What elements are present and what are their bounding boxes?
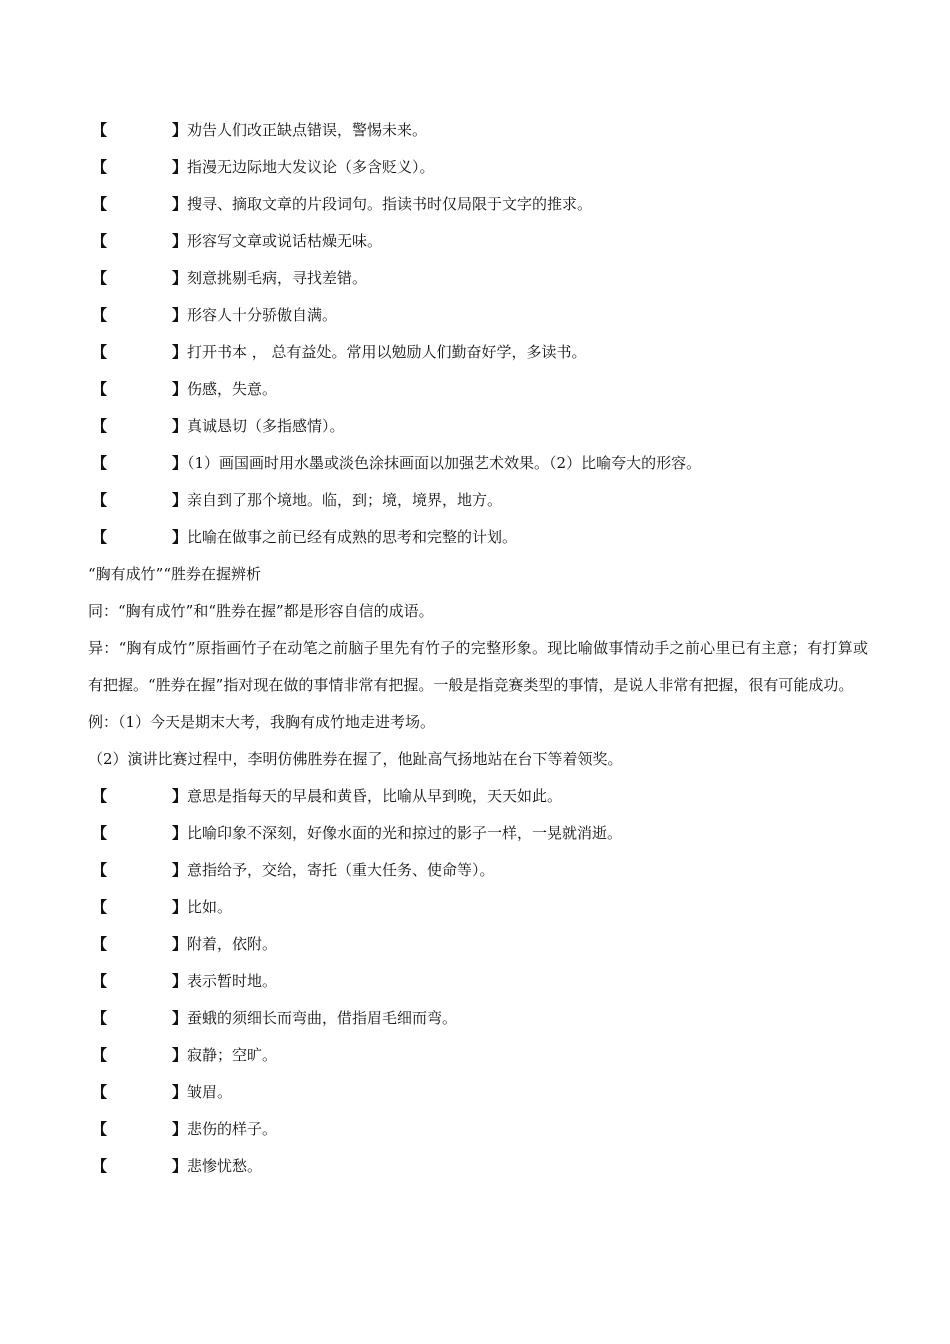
definition-text: 皱眉。 <box>187 1083 233 1101</box>
definition-entry <box>88 297 868 334</box>
blank-close-bracket: 】 <box>172 824 188 842</box>
blank-open-bracket: 【 <box>92 898 108 916</box>
definition-text: 形容人十分骄傲自满。 <box>187 306 338 324</box>
definition-entry <box>88 1148 868 1185</box>
definition-text: 比喻在做事之前已经有成熟的思考和完整的计划。 <box>187 528 518 546</box>
definition-entry <box>88 1111 868 1148</box>
blank-close-bracket: 】 <box>172 232 188 250</box>
blank-open-bracket: 【 <box>92 232 108 250</box>
definition-text: 意指给予，交给，寄托（重大任务、使命等）。 <box>187 861 495 879</box>
definition-entry <box>88 445 868 482</box>
blank-close-bracket: 】 <box>172 935 188 953</box>
analysis-example-1: 例：（1）今天是期末大考，我胸有成竹地走进考场。 <box>88 713 436 731</box>
blank-close-bracket: 】 <box>172 306 188 324</box>
blank-open-bracket: 【 <box>92 787 108 805</box>
definition-entry <box>88 889 868 926</box>
definition-text: 附着，依附。 <box>187 935 278 953</box>
definition-entry <box>88 963 868 1000</box>
definition-text: 指漫无边际地大发议论（多含贬义）。 <box>187 158 435 176</box>
definition-entry <box>88 852 868 889</box>
blank-close-bracket: 】 <box>172 195 188 213</box>
definition-text: 劝告人们改正缺点错误，警惕未来。 <box>187 121 428 139</box>
blank-close-bracket: 】 <box>172 417 188 435</box>
definition-entry <box>88 408 868 445</box>
definition-entry <box>88 815 868 852</box>
definition-text: 形容写文章或说话枯燥无味。 <box>187 232 383 250</box>
blank-open-bracket: 【 <box>92 935 108 953</box>
blank-open-bracket: 【 <box>92 1009 108 1027</box>
definition-list-1 <box>88 112 868 556</box>
definition-entry <box>88 112 868 149</box>
blank-close-bracket: 】 <box>172 787 188 805</box>
blank-open-bracket: 【 <box>92 269 108 287</box>
analysis-section <box>88 556 868 778</box>
definition-entry <box>88 149 868 186</box>
definition-text: 真诚恳切（多指感情）。 <box>187 417 345 435</box>
definition-text: 伤感，失意。 <box>187 380 278 398</box>
analysis-diff: 异：“胸有成竹”原指画竹子在动笔之前脑子里先有竹子的完整形象。现比喻做事情动手之前心里已有主意；有打算或有把握。“胜券在握”指对现在做的事情非常有把握。一般是指竞赛类型的事情，是说人非常有把握，很有可能成功。 <box>88 639 868 694</box>
analysis-same: 同：“胸有成竹”和“胜券在握”都是形容自信的成语。 <box>88 602 434 620</box>
definition-entry <box>88 371 868 408</box>
definition-text: 打开书本 ， 总有益处。常用以勉励人们勤奋好学，多读书。 <box>187 343 587 361</box>
blank-open-bracket: 【 <box>92 824 108 842</box>
definition-list-2 <box>88 778 868 1185</box>
blank-close-bracket: 】 <box>172 972 188 990</box>
definition-text: 蚕蛾的须细长而弯曲，借指眉毛细而弯。 <box>187 1009 458 1027</box>
definition-text: 悲惨忧愁。 <box>187 1157 263 1175</box>
blank-close-bracket: 】 <box>172 269 188 287</box>
blank-open-bracket: 【 <box>92 417 108 435</box>
definition-entry <box>88 482 868 519</box>
definition-text: 悲伤的样子。 <box>187 1120 278 1138</box>
definition-entry <box>88 519 868 556</box>
definition-entry <box>88 334 868 371</box>
blank-open-bracket: 【 <box>92 158 108 176</box>
blank-open-bracket: 【 <box>92 861 108 879</box>
definition-entry <box>88 1037 868 1074</box>
definition-text: 表示暂时地。 <box>187 972 278 990</box>
definition-text: 刻意挑剔毛病，寻找差错。 <box>187 269 368 287</box>
definition-text: 意思是指每天的早晨和黄昏，比喻从早到晚，天天如此。 <box>187 787 563 805</box>
blank-close-bracket: 】 <box>172 454 188 472</box>
definition-text: （1）画国画时用水墨或淡色涂抹画面以加强艺术效果。（2）比喻夸大的形容。 <box>187 454 702 472</box>
blank-close-bracket: 】 <box>172 343 188 361</box>
definition-entry <box>88 223 868 260</box>
blank-open-bracket: 【 <box>92 454 108 472</box>
blank-close-bracket: 】 <box>172 491 188 509</box>
blank-open-bracket: 【 <box>92 195 108 213</box>
definition-entry <box>88 260 868 297</box>
definition-entry <box>88 778 868 815</box>
blank-open-bracket: 【 <box>92 121 108 139</box>
definition-text: 亲自到了那个境地。临，到；境，境界，地方。 <box>187 491 503 509</box>
blank-close-bracket: 】 <box>172 898 188 916</box>
analysis-title: “胸有成竹”“胜券在握辨析 <box>88 565 262 583</box>
analysis-example-2: （2）演讲比赛过程中，李明仿佛胜券在握了，他趾高气扬地站在台下等着领奖。 <box>88 750 623 768</box>
blank-open-bracket: 【 <box>92 1083 108 1101</box>
definition-text: 寂静；空旷。 <box>187 1046 278 1064</box>
blank-close-bracket: 】 <box>172 1120 188 1138</box>
blank-close-bracket: 】 <box>172 1157 188 1175</box>
blank-close-bracket: 】 <box>172 121 188 139</box>
blank-close-bracket: 】 <box>172 1046 188 1064</box>
blank-open-bracket: 【 <box>92 1046 108 1064</box>
blank-open-bracket: 【 <box>92 1157 108 1175</box>
definition-text: 搜寻、摘取文章的片段词句。指读书时仅局限于文字的推求。 <box>187 195 593 213</box>
document-page <box>88 112 868 1185</box>
blank-open-bracket: 【 <box>92 380 108 398</box>
definition-text: 比喻印象不深刻，好像水面的光和掠过的影子一样，一晃就消逝。 <box>187 824 623 842</box>
definition-entry <box>88 926 868 963</box>
blank-open-bracket: 【 <box>92 343 108 361</box>
blank-open-bracket: 【 <box>92 972 108 990</box>
blank-close-bracket: 】 <box>172 528 188 546</box>
blank-open-bracket: 【 <box>92 306 108 324</box>
blank-open-bracket: 【 <box>92 528 108 546</box>
blank-close-bracket: 】 <box>172 158 188 176</box>
blank-open-bracket: 【 <box>92 491 108 509</box>
blank-close-bracket: 】 <box>172 380 188 398</box>
blank-close-bracket: 】 <box>172 1009 188 1027</box>
definition-text: 比如。 <box>187 898 233 916</box>
blank-close-bracket: 】 <box>172 861 188 879</box>
definition-entry <box>88 1074 868 1111</box>
definition-entry <box>88 186 868 223</box>
blank-close-bracket: 】 <box>172 1083 188 1101</box>
definition-entry <box>88 1000 868 1037</box>
blank-open-bracket: 【 <box>92 1120 108 1138</box>
